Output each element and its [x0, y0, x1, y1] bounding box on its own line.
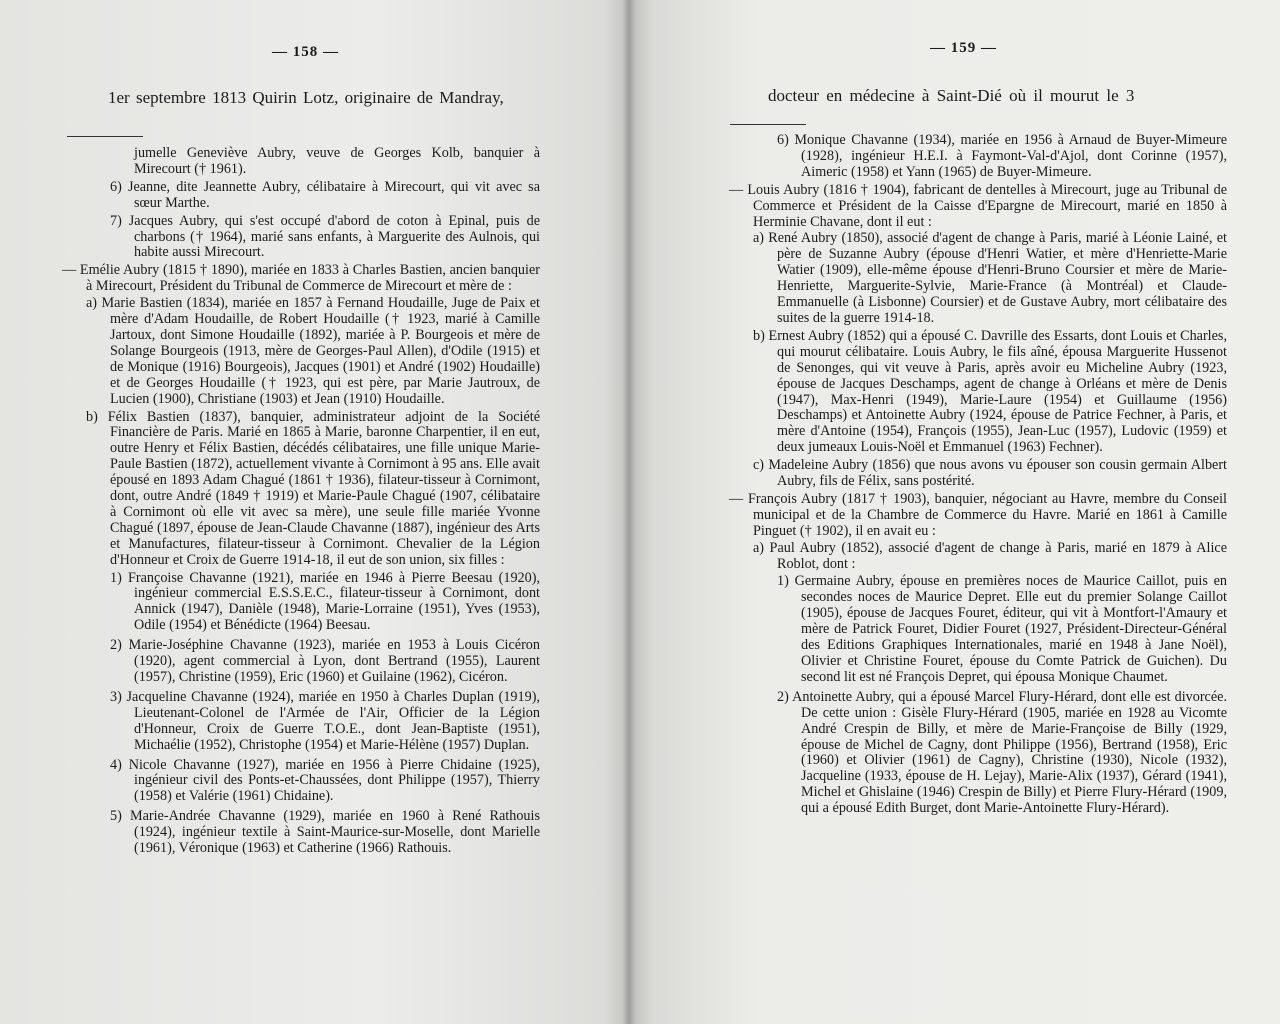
genealogy-entry: 5) Marie-Andrée Chavanne (1929), mariée en 1960 à René Rathouis (1924), ingénieur textile à Saint-Maurice-sur-Moselle, dont Marielle (1961), Véronique (1963) et Catherine (1966) Rathouis.: [110, 808, 540, 857]
footnote-continuation: docteur en médecine à Saint-Dié où il mourut le 3: [768, 86, 1135, 105]
genealogy-entry: 1) Germaine Aubry, épouse en premières noces de Maurice Caillot, puis en secondes noces de Maurice Depret. Elle eut du premier Solange Caillot (1905), épouse de Jacques Fouret, éditeur, qui vit à Montfort-l'Amaury et mère de Patrick Fouret, Didier Fouret (1927, Président-Directeur-Général des Editions Graphiques Internationales, marié en 1948 à Jane Noël), Olivier et Christine Fouret, épouse du Comte Patrick de Guichen). Du second lit est né François Depret, qui épousa Monique Chaumet.: [777, 573, 1227, 685]
genealogy-entry: 4) Nicole Chavanne (1927), mariée en 1956 à Pierre Chidaine (1925), ingénieur civil des Ponts-et-Chaussées, dont Philippe (1957), Thierry (1958) et Valérie (1961) Chidaine).: [110, 756, 540, 805]
footnote-rule: [67, 136, 143, 137]
right-page: [628, 0, 1280, 1024]
genealogy-entry: a) Paul Aubry (1852), associé d'agent de change à Paris, marié en 1879 à Alice Roblot, dont :: [753, 539, 1227, 572]
genealogy-entry: c) Madeleine Aubry (1856) que nous avons vu épouser son cousin germain Albert Aubry, fils de Félix, sans postérité.: [753, 457, 1227, 490]
genealogy-entry: — François Aubry (1817 † 1903), banquier, négociant au Havre, membre du Conseil municipal et de la Chambre de Commerce du Havre. Marié en 1861 à Camille Pinguet († 1902), il en avait eu :: [729, 490, 1227, 539]
genealogy-entry: b) Ernest Aubry (1852) qui a épousé C. Davrille des Essarts, dont Louis et Charles, qui mourut célibataire. Louis Aubry, le fils aîné, épousa Marguerite Hussenot de Senonges, qui vit veuve à Paris, après avoir eu Micheline Aubry (1923, épouse de Jacques Deschamps, agent de change à Orléans et mère de Denis (1947), Max-Henri (1949), Marie-Laure (1954) et Guillaume (1956) Deschamps) et Antoinette Aubry (1924, épouse de Patrice Fechner, à Paris, et mère d'Antoine (1954), François (1955), Jean-Luc (1957), Ludovic (1959) et deux jumeaux Louis-Noël et Emmanuel (1963) Fechner).: [753, 327, 1227, 456]
genealogy-entry: 7) Jacques Aubry, qui s'est occupé d'abord de coton à Epinal, puis de charbons († 1964), marié sans enfants, à Marguerite des Aulnois, qui habite aussi Mirecourt.: [110, 212, 540, 261]
genealogy-entry: jumelle Geneviève Aubry, veuve de Georges Kolb, banquier à Mirecourt († 1961).: [134, 145, 540, 177]
book-gutter: [622, 0, 636, 1024]
footnote-rule: [730, 124, 806, 125]
right-text-column: [729, 133, 1227, 819]
genealogy-entry: a) Marie Bastien (1834), mariée en 1857 à Fernand Houdaille, Juge de Paix et mère d'Adam Houdaille, de Robert Houdaille († 1923, marié à Camille Jartoux, dont Simone Houdaille (1892), mariée à P. Bourgeois et mère de Solange Bourgeois (1913, mère de Georges-Paul Allen), d'Odile (1915) et de Monique (1916) Bourgeois), Jacques (1901) et André (1902) Houdaille) et de Georges Houdaille († 1923, qui est père, par Marie Jautroux, de Lucien (1900), Christiane (1903) et Jean (1910) Houdaille.: [86, 295, 540, 407]
left-page: [0, 0, 628, 1024]
left-text-column: [62, 146, 540, 859]
page-number: — 159 —: [930, 40, 997, 56]
genealogy-entry: 6) Jeanne, dite Jeannette Aubry, célibataire à Mirecourt, qui vit avec sa sœur Marthe.: [110, 178, 540, 211]
page-number: — 158 —: [272, 44, 339, 60]
genealogy-entry: — Louis Aubry (1816 † 1904), fabricant de dentelles à Mirecourt, juge au Tribunal de Commerce et Président de la Caisse d'Epargne de Mirecourt, marié en 1850 à Herminie Chavane, dont il eut :: [729, 181, 1227, 230]
genealogy-entry: 2) Marie-Joséphine Chavanne (1923), mariée en 1953 à Louis Cicéron (1920), agent commercial à Lyon, dont Bertrand (1955), Laurent (1957), Christine (1959), Eric (1960) et Guilaine (1962), Cicéron.: [110, 637, 540, 685]
genealogy-entry: 1) Françoise Chavanne (1921), mariée en 1946 à Pierre Beesau (1920), ingénieur commercial E.S.S.E.C., filateur-tisseur à Cornimont, dont Annick (1947), Danièle (1948), Marie-Lorraine (1951), Yves (1953), Odile (1954) et Bénédicte (1964) Beesau.: [110, 569, 540, 634]
footnote-continuation: 1er septembre 1813 Quirin Lotz, originaire de Mandray,: [108, 88, 504, 107]
genealogy-entry: b) Félix Bastien (1837), banquier, administrateur adjoint de la Société Financière de Paris. Marié en 1865 à Marie, baronne Charpentier, il en eut, outre Henry et Félix Bastien, décédés célibataires, une fille unique Marie-Paule Bastien (1872), actuellement vivante à Cornimont à 95 ans. Elle avait épousé en 1893 Adam Chagué (1861 † 1936), filateur-tisseur à Cornimont, dont, outre André (1849 † 1919) et Marie-Paule Chagué (1907, célibataire à Cornimont où elle vit avec sa mère), une seule fille mariée Yvonne Chagué (1897, épouse de Jean-Claude Chavanne (1887), ingénieur des Arts et Manufactures, filateur-tisseur à Cornimont. Chevalier de la Légion d'Honneur et Croix de Guerre 1914-18, il eut de son union, six filles :: [86, 408, 540, 568]
genealogy-entry: — Emélie Aubry (1815 † 1890), mariée en 1833 à Charles Bastien, ancien banquier à Mirecourt, Président du Tribunal de Commerce de Mirecourt et mère de :: [62, 262, 540, 295]
genealogy-entry: 2) Antoinette Aubry, qui a épousé Marcel Flury-Hérard, dont elle est divorcée. De cette union : Gisèle Flury-Hérard (1905, mariée en 1928 au Vicomte André Crespin de Billy, et mère de Marie-Françoise de Billy (1929, épouse de Michel de Cagny, dont Philippe (1956), Bertrand (1958), Eric (1960) et Olivier (1961) de Cagny), Christine (1930), Nicole (1932), Jacqueline (1933, épouse de H. Lejay), Marie-Alix (1937), Gérard (1941), Michel et Ghislaine (1946) Crespin de Billy) et Pierre Flury-Hérard (1909, qui a épousé Edith Burget, dont Marie-Antoinette Flury-Hérard).: [777, 688, 1227, 817]
genealogy-entry: a) René Aubry (1850), associé d'agent de change à Paris, marié à Léonie Lainé, et père de Suzanne Aubry (épouse d'Henri Watier, et mère d'Henriette-Marie Watier (1909), elle-même épouse d'Henri-Bruno Coursier et mère de Marie-Henriette, Marguerite-Sylvie, Marie-France (à Montréal) et Claude-Emmanuelle (à Lisbonne) Coursier) et de Gustave Aubry, mort célibataire des suites de la guerre 1914-18.: [753, 230, 1227, 326]
genealogy-entry: 3) Jacqueline Chavanne (1924), mariée en 1950 à Charles Duplan (1919), Lieutenant-Colonel de l'Armée de l'Air, Officier de la Légion d'Honneur, Croix de Guerre T.O.E., dont Jean-Baptiste (1951), Michaélie (1952), Christophe (1954) et Marie-Hélène (1957) Duplan.: [110, 688, 540, 753]
genealogy-entry: 6) Monique Chavanne (1934), mariée en 1956 à Arnaud de Buyer-Mimeure (1928), ingénieur H.E.I. à Faymont-Val-d'Ajol, dont Corinne (1957), Aimeric (1958) et Yann (1965) de Buyer-Mimeure.: [777, 132, 1227, 180]
